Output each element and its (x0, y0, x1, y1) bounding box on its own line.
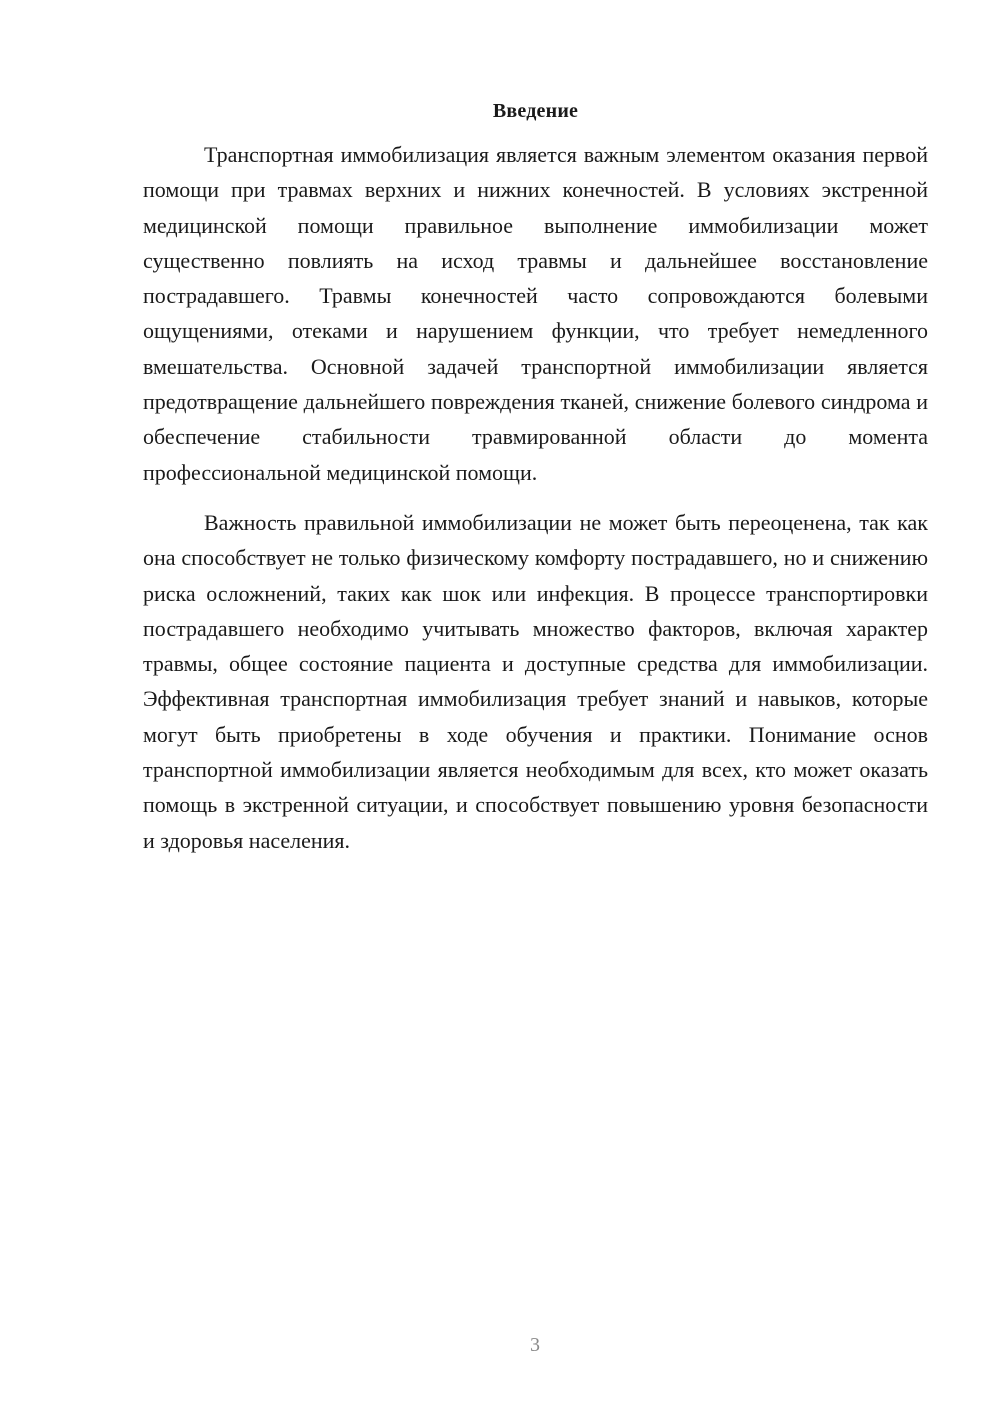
page-content (143, 96, 928, 858)
section-heading: Введение (492, 100, 579, 122)
page-number: 3 (530, 1334, 540, 1356)
paragraph-introduction-1: Транспортная иммобилизация является важным элементом оказания первой помощи при травмах верхних и нижних конечностей. В условиях экстренной медицинской помощи правильное выполнение иммобилизации может существенно повлиять на исход травмы и дальнейшее восстановление пострадавшего. Травмы конечностей часто сопровождаются болевыми ощущениями, отеками и нарушением функции, что требует немедленного вмешательства. Основной задачей транспортной иммобилизации является предотвращение дальнейшего повреждения тканей, снижение болевого синдрома и обеспечение стабильности травмированной области до момента профессиональной медицинской помощи. (143, 142, 928, 485)
paragraph-introduction-2: Важность правильной иммобилизации не может быть переоценена, так как она способствует не только физическому комфорту пострадавшего, но и снижению риска осложнений, таких как шок или инфекция. В процессе транспортировки пострадавшего необходимо учитывать множество факторов, включая характер травмы, общее состояние пациента и доступные средства для иммобилизации. Эффективная транспортная иммобилизация требует знаний и навыков, которые могут быть приобретены в ходе обучения и практики. Понимание основ транспортной иммобилизации является необходимым для всех, кто может оказать помощь в экстренной ситуации, и способствует повышению уровня безопасности и здоровья населения. (143, 509, 928, 853)
